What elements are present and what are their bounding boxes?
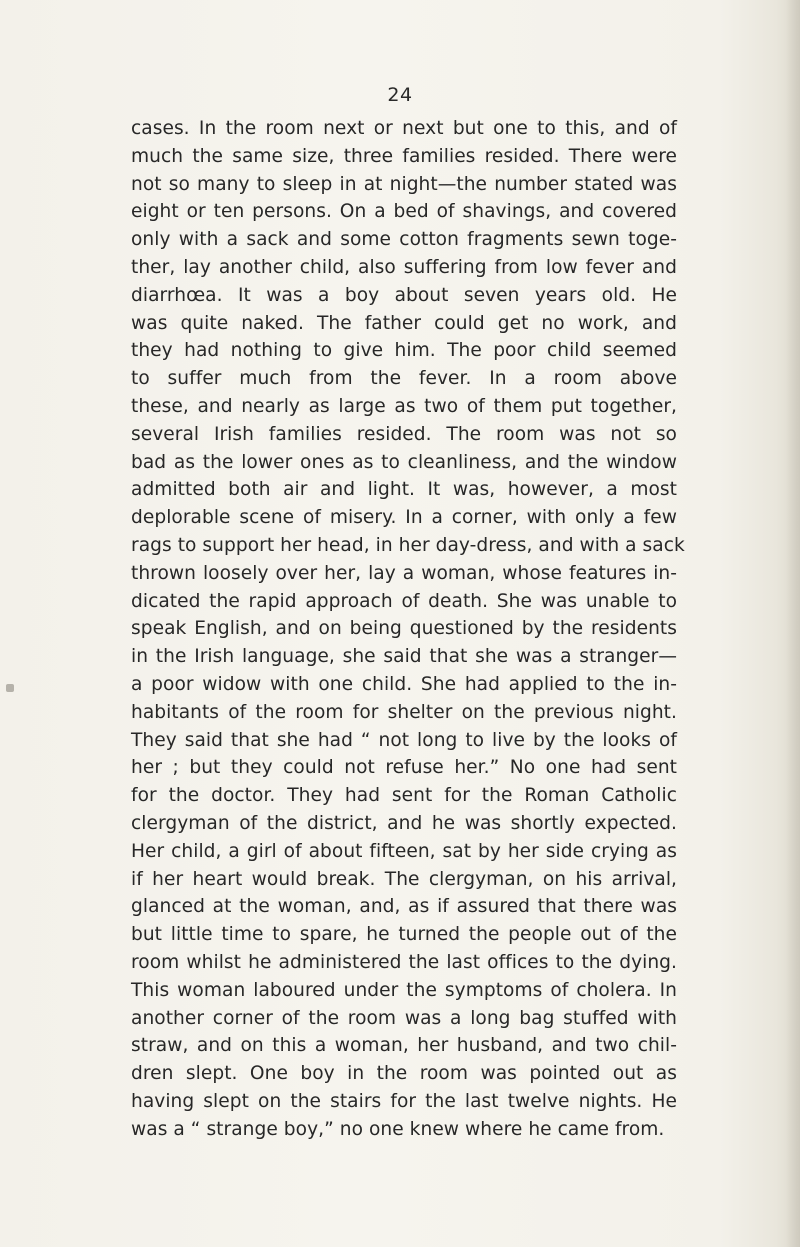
text-line: several Irish families resided. The room was not so [131,423,677,445]
text-line: if her heart would break. The clergyman, on his arrival, [131,868,677,890]
text-line: was quite naked. The father could get no work, and [131,312,677,334]
text-line: room whilst he administered the last offices to the dying. [131,951,677,973]
text-line: deplorable scene of misery. In a corner, with only a few [131,507,677,529]
text-line: This woman laboured under the symptoms of cholera. In [131,979,677,1001]
text-line: these, and nearly as large as two of them put together, [131,395,677,417]
text-line: eight or ten persons. On a bed of shavings, and covered [131,201,677,223]
text-line: dicated the rapid approach of death. She was unable to [131,590,677,612]
text-line: another corner of the room was a long bag stuffed with [131,1007,677,1029]
text-line: to suffer much from the fever. In a room above [131,368,677,390]
text-line: Her child, a girl of about fifteen, sat by her side crying as [131,840,677,862]
text-line: they had nothing to give him. The poor child seemed [131,340,677,362]
text-line: habitants of the room for shelter on the previous night. [131,701,677,723]
text-line: dren slept. One boy in the room was pointed out as [131,1063,677,1085]
text-line: only with a sack and some cotton fragments sewn toge- [131,229,677,251]
text-line-last: was a “ strange boy,” no one knew where he came from. [131,1118,665,1140]
text-line: much the same size, three families resided. There were [131,145,677,167]
text-line: clergyman of the district, and he was shortly expected. [131,812,677,834]
text-line: bad as the lower ones as to cleanliness, and the window [131,451,677,473]
text-line: admitted both air and light. It was, however, a most [131,479,677,501]
text-line: speak English, and on being questioned by the residents [131,618,677,640]
text-line: in the Irish language, she said that she was a stranger— [131,646,677,668]
text-line: rags to support her head, in her day-dress, and with a sack [131,534,685,556]
margin-ink-mark [6,684,14,692]
text-line: glanced at the woman, and, as if assured that there was [131,896,677,918]
text-line: cases. In the room next or next but one to this, and of [131,118,677,139]
text-line: thrown loosely over her, lay a woman, whose features in- [131,562,677,584]
text-line: for the doctor. They had sent for the Roman Catholic [131,785,677,807]
page-edge-shadow [786,0,800,1247]
text-line: a poor widow with one child. She had applied to the in- [131,673,677,695]
text-line: not so many to sleep in at night—the number stated was [131,173,677,195]
text-line: having slept on the stairs for the last twelve nights. He [131,1090,677,1112]
text-line: diarrhœa. It was a boy about seven years old. He [131,284,677,306]
text-line: straw, and on this a woman, her husband, and two chil- [131,1035,677,1057]
text-line: but little time to spare, he turned the people out of the [131,924,677,946]
body-text [131,115,685,1143]
page-number: 24 [387,84,413,106]
text-line: her ; but they could not refuse her.” No one had sent [131,757,677,779]
text-line: ther, lay another child, also suffering from low fever and [131,256,677,278]
text-line: They said that she had “ not long to live by the looks of [131,729,677,751]
